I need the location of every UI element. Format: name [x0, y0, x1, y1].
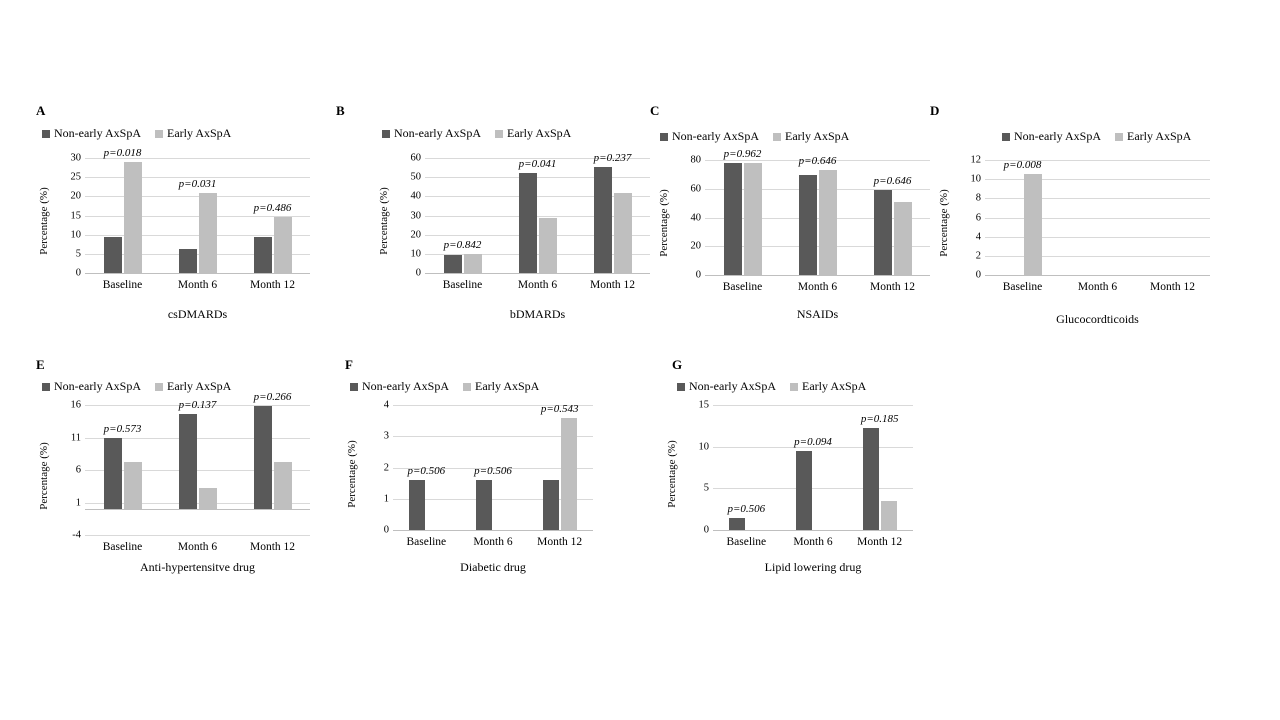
bar-non-early	[729, 518, 745, 531]
y-axis-tick-label: 2	[383, 462, 389, 473]
x-axis-tick-label: Month 12	[589, 279, 636, 291]
legend-label: Non-early AxSpA	[54, 379, 141, 393]
panel-letter: B	[336, 103, 345, 118]
p-value-annotation: p=0.646	[798, 155, 837, 168]
y-axis-tick-label: 5	[703, 482, 709, 494]
y-axis-tick-label: 10	[410, 248, 421, 260]
x-axis-tick-label: Month 6	[1077, 281, 1118, 293]
y-axis-title: Percentage (%)	[378, 187, 390, 255]
y-axis-title: Percentage (%)	[658, 189, 670, 257]
legend-swatch-icon	[677, 383, 685, 391]
legend-label: Early AxSpA	[785, 129, 850, 143]
p-value-annotation: p=0.185	[860, 412, 899, 425]
x-axis-tick-label: Month 12	[249, 279, 296, 291]
x-axis-tick-label: Month 12	[537, 536, 583, 548]
p-value-annotation: p=0.094	[794, 435, 832, 448]
bar-non-early	[863, 428, 879, 531]
y-axis-title: Percentage (%)	[346, 440, 358, 508]
y-axis-tick-label: 40	[410, 190, 421, 202]
panel-letter: D	[930, 103, 940, 118]
p-value-annotation: p=0.486	[253, 202, 292, 215]
y-axis-tick-label: 20	[410, 229, 421, 241]
legend-label: Non-early AxSpA	[1014, 129, 1101, 143]
x-axis-title: NSAIDs	[796, 307, 839, 321]
y-axis-tick-label: 11	[70, 432, 81, 443]
y-axis-tick-label: 60	[410, 152, 421, 164]
y-axis-tick-label: 0	[975, 269, 981, 281]
p-value-annotation: p=0.646	[873, 175, 912, 188]
legend-entry-early	[790, 379, 866, 394]
y-axis-tick-label: 60	[690, 183, 701, 195]
x-axis-title: bDMARDs	[509, 307, 566, 321]
y-axis-tick-label: 0	[695, 269, 701, 281]
y-axis-tick-label: 30	[410, 210, 421, 221]
y-axis-tick-label: 10	[70, 229, 81, 241]
x-axis-tick-label: Month 6	[793, 536, 833, 548]
y-axis-tick-label: 4	[383, 399, 389, 411]
bar-non-early	[796, 451, 812, 530]
p-value-annotation: p=0.018	[103, 146, 142, 159]
x-axis-tick-label: Month 6	[177, 541, 218, 553]
legend-label: Early AxSpA	[475, 379, 540, 393]
y-axis-tick-label: 2	[975, 250, 981, 262]
y-axis-tick-label: 0	[415, 267, 421, 279]
legend-label: Non-early AxSpA	[394, 126, 481, 140]
p-value-annotation: p=0.031	[178, 177, 217, 190]
y-axis-tick-label: 25	[70, 171, 81, 183]
x-axis-title: Anti-hypertensitve drug	[140, 560, 255, 574]
p-value-annotation: p=0.137	[178, 399, 217, 412]
p-value-annotation: p=0.506	[407, 465, 446, 477]
p-value-annotation: p=0.962	[723, 147, 762, 160]
panel-letter: A	[36, 103, 46, 118]
y-axis-tick-label: 0	[703, 524, 709, 536]
y-axis-tick-label: 6	[975, 212, 981, 223]
x-axis-tick-label: Baseline	[726, 536, 767, 548]
y-axis-tick-label: 5	[75, 248, 81, 260]
y-axis-tick-label: 80	[690, 154, 701, 166]
chart-legend	[677, 379, 866, 394]
panel-letter: F	[345, 357, 353, 372]
p-value-annotation: p=0.266	[253, 391, 292, 404]
y-axis-title: Percentage (%)	[38, 442, 50, 510]
p-value-annotation: p=0.543	[540, 402, 579, 415]
axis-baseline	[713, 530, 913, 531]
x-axis-tick-label: Baseline	[102, 279, 143, 291]
y-axis-title: Percentage (%)	[666, 440, 678, 508]
y-axis-tick-label: 0	[383, 524, 389, 536]
x-axis-tick-label: Month 12	[1149, 281, 1196, 293]
x-axis-title: csDMARDs	[167, 307, 228, 321]
p-value-annotation: p=0.506	[727, 502, 766, 515]
y-axis-tick-label: 15	[70, 210, 81, 221]
legend-label: Non-early AxSpA	[362, 379, 449, 393]
panel-letter: G	[672, 357, 683, 372]
y-axis-tick-label: 20	[70, 190, 81, 202]
gridline	[713, 405, 913, 406]
y-axis-tick-label: 4	[975, 231, 981, 243]
x-axis-tick-label: Baseline	[406, 536, 447, 548]
x-axis-tick-label: Month 6	[177, 279, 218, 291]
x-axis-tick-label: Month 12	[869, 281, 916, 293]
y-axis-tick-label: 3	[383, 430, 389, 442]
x-axis-tick-label: Baseline	[1002, 281, 1043, 293]
p-value-annotation: p=0.237	[593, 151, 632, 164]
panel-letter: C	[650, 103, 660, 118]
y-axis-tick-label: 8	[975, 192, 981, 204]
legend-label: Early AxSpA	[1127, 129, 1192, 143]
y-axis-tick-label: 50	[410, 171, 421, 183]
y-axis-tick-label: 16	[70, 399, 81, 411]
p-value-annotation: p=0.041	[518, 158, 557, 171]
legend-label: Non-early AxSpA	[54, 126, 141, 140]
y-axis-title: Percentage (%)	[938, 189, 950, 257]
x-axis-tick-label: Month 6	[473, 536, 513, 548]
x-axis-tick-label: Month 6	[517, 279, 558, 291]
p-value-annotation: p=0.008	[1003, 159, 1042, 172]
x-axis-title: Diabetic drug	[460, 560, 526, 574]
gridline	[713, 488, 913, 489]
legend-label: Early AxSpA	[507, 126, 572, 140]
legend-entry-non-early	[677, 379, 776, 394]
legend-label: Early AxSpA	[167, 126, 232, 140]
y-axis-tick-label: 1	[75, 497, 81, 508]
x-axis-tick-label: Month 12	[249, 541, 296, 553]
y-axis-tick-label: 0	[75, 267, 81, 279]
y-axis-tick-label: -4	[72, 529, 81, 541]
x-axis-tick-label: Month 12	[857, 536, 903, 548]
x-axis-title: Glucocordticoids	[1056, 312, 1139, 326]
p-value-annotation: p=0.573	[103, 422, 142, 435]
legend-label: Early AxSpA	[802, 379, 867, 393]
x-axis-tick-label: Baseline	[722, 281, 763, 293]
y-axis-title: Percentage (%)	[38, 187, 50, 255]
y-axis-tick-label: 1	[383, 493, 389, 505]
y-axis-tick-label: 40	[690, 212, 701, 223]
x-axis-title: Lipid lowering drug	[764, 560, 862, 574]
legend-label: Non-early AxSpA	[689, 379, 776, 393]
p-value-annotation: p=0.506	[474, 465, 512, 477]
y-axis-tick-label: 10	[970, 173, 981, 185]
y-axis-tick-label: 15	[698, 399, 709, 411]
x-axis-tick-label: Month 6	[797, 281, 838, 293]
legend-label: Early AxSpA	[167, 379, 232, 393]
y-axis-tick-label: 30	[70, 152, 81, 164]
y-axis-tick-label: 12	[970, 154, 981, 166]
panel-letter: E	[36, 357, 45, 372]
y-axis-tick-label: 10	[698, 441, 709, 453]
y-axis-tick-label: 6	[75, 464, 81, 476]
x-axis-tick-label: Baseline	[442, 279, 483, 291]
legend-swatch-icon	[790, 383, 798, 391]
p-value-annotation: p=0.842	[443, 238, 482, 251]
legend-label: Non-early AxSpA	[672, 129, 759, 143]
y-axis-tick-label: 20	[690, 240, 701, 252]
bar-early	[881, 501, 897, 530]
x-axis-tick-label: Baseline	[102, 541, 143, 553]
